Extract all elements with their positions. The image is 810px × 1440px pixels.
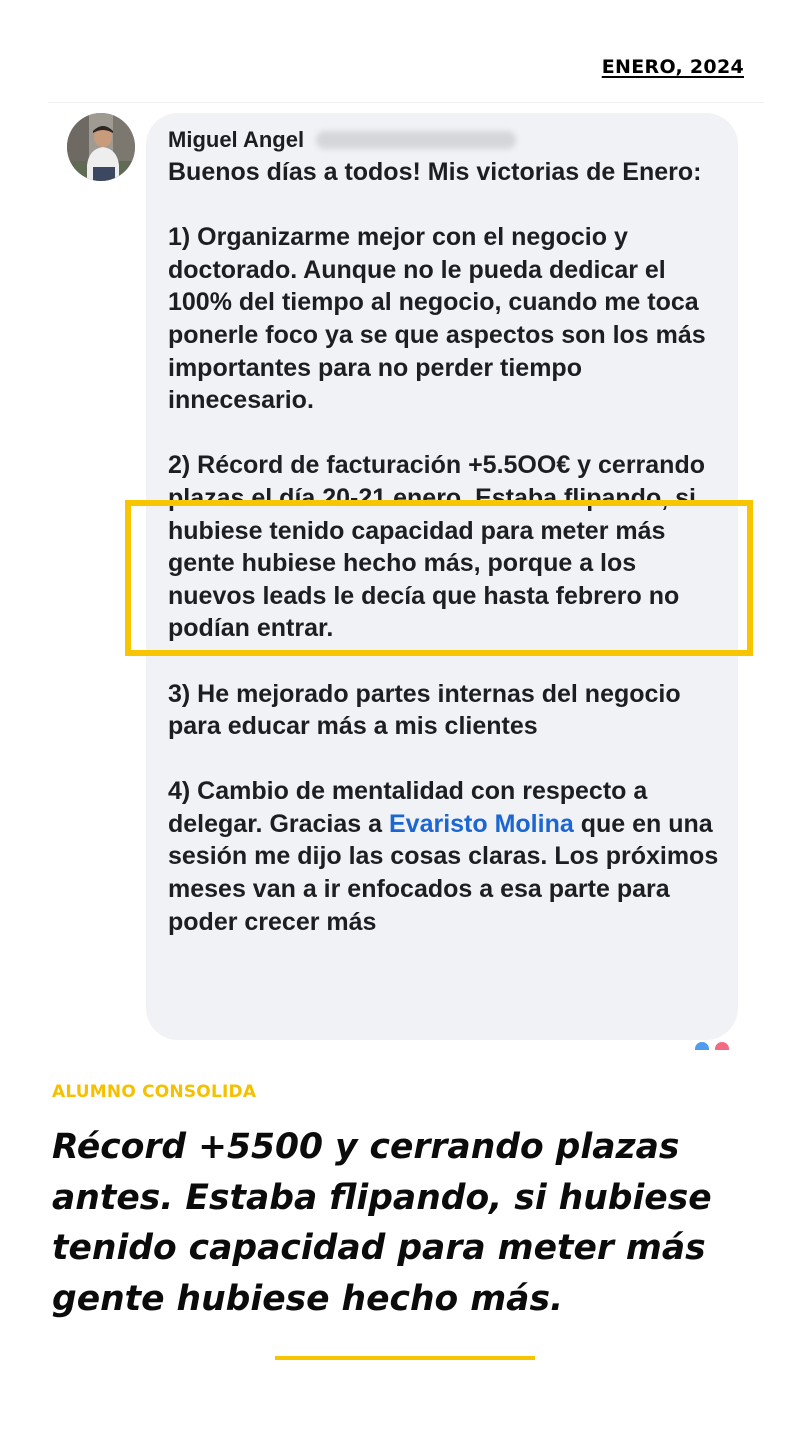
testimonial-quote: Récord +5500 y cerrando plazas antes. Estaba flipando, si hubiese tenido capacidad para meter más gente hubiese hecho más.: [52, 1127, 712, 1319]
love-reaction-icon: [715, 1042, 729, 1050]
avatar-photo-icon: [67, 113, 135, 181]
bottom-divider: [275, 1356, 535, 1360]
redacted-surname: [316, 131, 516, 149]
like-reaction-icon: [695, 1042, 709, 1050]
paragraph-2: 2) Récord de facturación +5.5OO€ y cerrando plazas el día 20-21 enero. Estaba flipando, si hubiese tenido capacidad para meter más gente hubiese hecho más, porque a los nuevos leads le decía que hasta febrero no podían entrar.: [168, 451, 705, 643]
paragraph-1: 1) Organizarme mejor con el negocio y doctorado. Aunque no le pueda dedicar el 100% del tiempo al negocio, cuando me toca ponerle foco ya se que aspectos son los más importantes para no perder tiempo innecesario.: [168, 223, 706, 415]
author-name[interactable]: Miguel Angel: [168, 126, 305, 152]
paragraph-intro: Buenos días a todos! Mis victorias de Enero:: [168, 158, 702, 186]
mention-link[interactable]: Evaristo Molina: [388, 809, 574, 838]
author-row: [168, 124, 728, 156]
reaction-icons[interactable]: [693, 1042, 737, 1050]
highlight-box: [125, 500, 753, 656]
paragraph-4: [168, 775, 728, 938]
top-divider: [48, 102, 764, 103]
post-date: ENERO, 2024: [601, 56, 744, 78]
paragraph-3: 3) He mejorado partes internas del negocio para educar más a mis clientes: [168, 679, 681, 741]
paragraph-4-before: 4) Cambio de mentalidad con respecto a delegar. Gracias a: [168, 777, 648, 838]
testimonial-label: ALUMNO CONSOLIDA: [52, 1082, 257, 1102]
avatar[interactable]: [67, 113, 135, 181]
paragraph-4-after: que en una sesión me dijo las cosas claras. Los próximos meses van a ir enfocados a esa parte para poder crecer más: [168, 809, 719, 936]
